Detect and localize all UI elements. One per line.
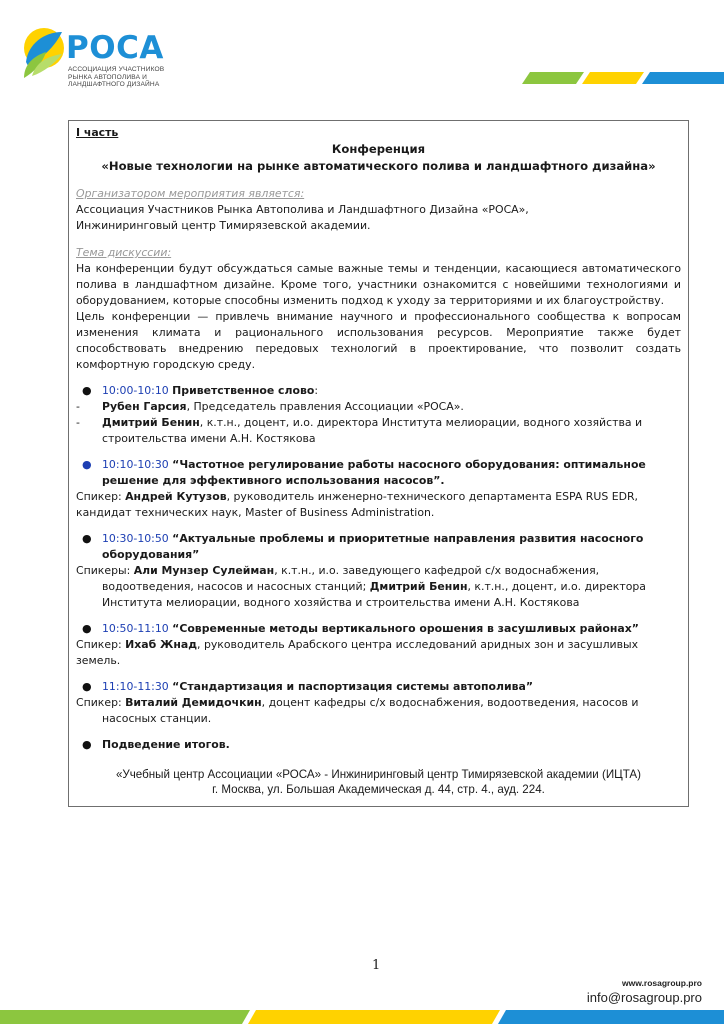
organizer-line: Инжиниринговый центр Тимирязевской академии. xyxy=(76,219,371,232)
speaker-role: , руководитель Арабского центра исследований аридных зон и засушливых земель. xyxy=(76,638,639,667)
logo-name: РОСА xyxy=(66,30,164,66)
speaker-name: Дмитрий Бенин xyxy=(102,416,200,429)
speaker-name: Али Мунзер Сулейман xyxy=(133,564,275,577)
item-time: 10:10-10:30 xyxy=(102,458,169,471)
website-link[interactable]: www.rosagroup.pro xyxy=(622,978,702,988)
item-title: Подведение итогов. xyxy=(102,738,230,751)
part-label: I часть xyxy=(76,126,119,139)
dash-icon: - xyxy=(76,400,80,413)
item-title: “Современные методы вертикального орошения в засушливых районах” xyxy=(172,622,639,635)
speaker-row xyxy=(76,695,681,727)
footer-stripes-decoration xyxy=(0,1010,724,1024)
speaker-name: Дмитрий Бенин xyxy=(369,580,468,593)
venue-line: «Учебный центр Ассоциации «РОСА» - Инжиниринговый центр Тимирязевской академии (ИЦТА) xyxy=(115,768,642,781)
item-time: 11:10-11:30 xyxy=(102,680,169,693)
logo-subtitle-line: ЛАНДШАФТНОГО ДИЗАЙНА xyxy=(68,81,160,89)
program-list xyxy=(76,383,681,753)
speaker-role: , к.т.н., доцент, и.о. директора Института мелиорации, водного хозяйства и строительства имени А.Н. Костякова xyxy=(102,580,646,609)
speaker-row xyxy=(76,399,681,415)
item-title: “Стандартизация и паспортизация системы автополива” xyxy=(172,680,534,693)
speaker-label: Спикер: xyxy=(76,490,126,503)
logo-subtitle-line: РЫНКА АВТОПОЛИВА И xyxy=(68,73,147,81)
speaker-row xyxy=(76,563,681,611)
bullet-icon: ● xyxy=(82,622,92,635)
speaker-name: Андрей Кутузов xyxy=(125,490,227,503)
speaker-row xyxy=(76,637,681,669)
leaf-sun-logo-icon xyxy=(22,22,66,80)
item-colon: : xyxy=(314,384,319,397)
program-item xyxy=(76,679,681,695)
header-stripes-decoration xyxy=(520,68,724,86)
item-title: “Актуальные проблемы и приоритетные направления развития насосного оборудования” xyxy=(102,532,644,561)
item-time: 10:50-11:10 xyxy=(102,622,169,635)
title-line-2: «Новые технологии на рынке автоматического полива и ландшафтного дизайна» xyxy=(101,159,656,173)
speaker-name: Виталий Демидочкин xyxy=(125,696,262,709)
speaker-role: , Председатель правления Ассоциации «РОСА». xyxy=(186,400,464,413)
organizer-line: Ассоциация Участников Рынка Автополива и Ландшафтного Дизайна «РОСА», xyxy=(76,203,529,216)
rosa-logo xyxy=(22,22,202,92)
organizer-label: Организатором мероприятия является: xyxy=(76,187,305,200)
bullet-icon: ● xyxy=(82,738,92,751)
organizer-section xyxy=(76,186,681,234)
logo-subtitle-line: АССОЦИАЦИЯ УЧАСТНИКОВ xyxy=(68,66,165,73)
conference-title xyxy=(76,141,681,175)
speaker-role: , доцент кафедры с/х водоснабжения, водоотведения, насосов и насосных станции. xyxy=(102,696,639,725)
page-number: 1 xyxy=(372,958,381,973)
program-item xyxy=(76,457,681,489)
item-time: 10:30-10:50 xyxy=(102,532,169,545)
conference-frame xyxy=(68,120,689,807)
speaker-role: , к.т.н., доцент, и.о. директора Института мелиорации, водного хозяйства и строительства имени А.Н. Костякова xyxy=(102,416,643,445)
bullet-icon: ● xyxy=(82,680,92,693)
speaker-role: , руководитель инженерно-технического департамента ESPA RUS EDR, кандидат технических наук, Master of Business Administration. xyxy=(76,490,639,519)
speaker-role: , к.т.н., и.о. заведующего кафедрой с/х водоснабжения, водоотведения, насосов и насосных станций; xyxy=(102,564,600,593)
item-time: 10:00-10:10 xyxy=(102,384,169,397)
item-title: “Частотное регулирование работы насосного оборудования: оптимальное решение для эффективного использования насосов”. xyxy=(102,458,646,487)
bullet-icon: ● xyxy=(82,458,92,471)
topic-paragraph: Цель конференции — привлечь внимание научного и профессионального сообщества к вопросам изменения климата и рационального использования ресурсов. Мероприятие также будет способствовать внедрению передовых технологий в проектирование, что позволит создать комфортную городскую среду. xyxy=(76,310,681,371)
speaker-name: Ихаб Жнад xyxy=(125,638,198,651)
speaker-label: Спикер: xyxy=(76,638,126,651)
dash-icon: - xyxy=(76,416,80,429)
topic-paragraph: На конференции будут обсуждаться самые важные темы и тенденции, касающиеся автоматического полива в ландшафтном дизайне. Кроме того, участники ознакомится с новейшими технологиями и оборудованием, которые способны изменить подход к уходу за территориями и их благоустройству. xyxy=(76,262,681,307)
speaker-label: Спикеры: xyxy=(76,564,134,577)
venue-note xyxy=(76,767,681,797)
program-item xyxy=(76,621,681,637)
program-item xyxy=(76,737,681,753)
logo-subtitle xyxy=(68,66,164,89)
speaker-label: Спикер: xyxy=(76,696,126,709)
topic-label: Тема дискуссии: xyxy=(76,246,172,259)
venue-line: г. Москва, ул. Большая Академическая д. 44, стр. 4., ауд. 224. xyxy=(212,783,545,796)
speaker-row xyxy=(76,489,681,521)
bullet-icon: ● xyxy=(82,532,92,545)
topic-section xyxy=(76,245,681,373)
item-title: Приветственное слово xyxy=(172,384,315,397)
speaker-name: Рубен Гарсия xyxy=(102,400,187,413)
email-link[interactable]: info@rosagroup.pro xyxy=(586,990,702,1005)
bullet-icon: ● xyxy=(82,384,92,397)
speaker-row xyxy=(76,415,681,447)
title-line-1: Конференция xyxy=(331,142,426,156)
program-item xyxy=(76,383,681,399)
program-item xyxy=(76,531,681,563)
